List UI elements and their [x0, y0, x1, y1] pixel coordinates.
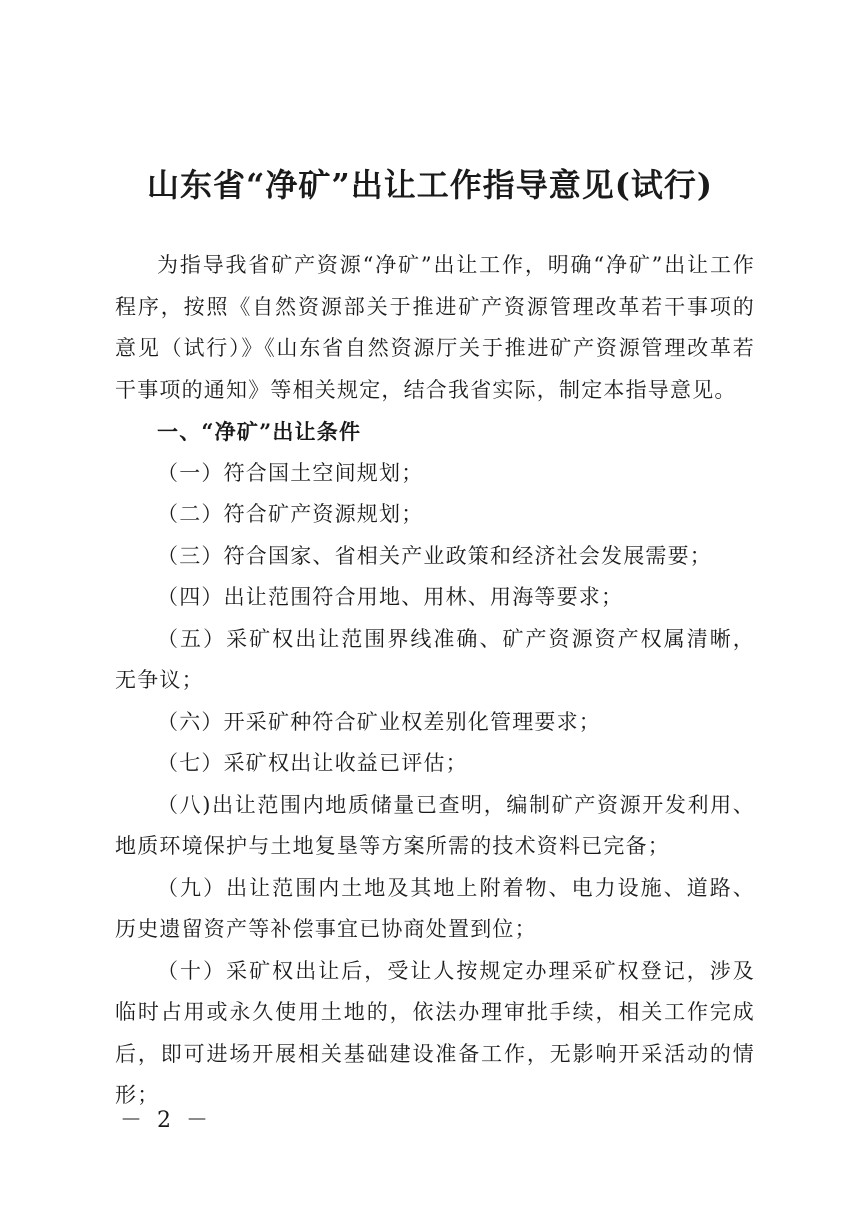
document-title: 山东省“净矿”出让工作指导意见(试行) — [146, 166, 714, 204]
condition-item-7: （七）采矿权出让收益已评估； — [157, 751, 468, 775]
intro-paragraph: 为指导我省矿产资源“净矿”出让工作，明确“净矿”出让工作程序，按照《自然资源部关于推进矿产资源管理改革若干事项的意见（试行）》《山东省自然资源厅关于推进矿产资源管理改革若干事项的通知》等相关规定，结合我省实际，制定本指导意见。 — [115, 253, 755, 402]
page-number: － 2 － — [120, 1108, 212, 1133]
condition-item-3: （三）符合国家、省相关产业政策和经济社会发展需要； — [157, 543, 712, 568]
condition-item-4: （四）出让范围符合用地、用林、用海等要求； — [157, 585, 624, 609]
condition-item-5: （五）采矿权出让范围界线准确、矿产资源资产权属清晰，无争议； — [115, 626, 755, 692]
condition-item-8: （八)出让范围内地质储量已查明，编制矿产资源开发利用、地质环境保护与土地复垦等方案所需的技术资料已完备； — [115, 792, 755, 858]
condition-item-6: （六）开采矿种符合矿业权差别化管理要求； — [157, 709, 601, 734]
condition-item-2: （二）符合矿产资源规划； — [157, 502, 424, 526]
section-heading: 一、“净矿”出让条件 — [157, 419, 362, 444]
document-body — [115, 245, 755, 1117]
condition-item-10: （十）采矿权出让后，受让人按规定办理采矿权登记，涉及临时占用或永久使用土地的，依法办理审批手续，相关工作完成后，即可进场开展相关基础建设准备工作，无影响开采活动的情形； — [115, 958, 755, 1107]
condition-item-1: （一）符合国土空间规划； — [157, 460, 424, 485]
condition-item-9: （九）出让范围内土地及其地上附着物、电力设施、道路、历史遗留资产等补偿事宜已协商处置到位； — [115, 875, 755, 941]
